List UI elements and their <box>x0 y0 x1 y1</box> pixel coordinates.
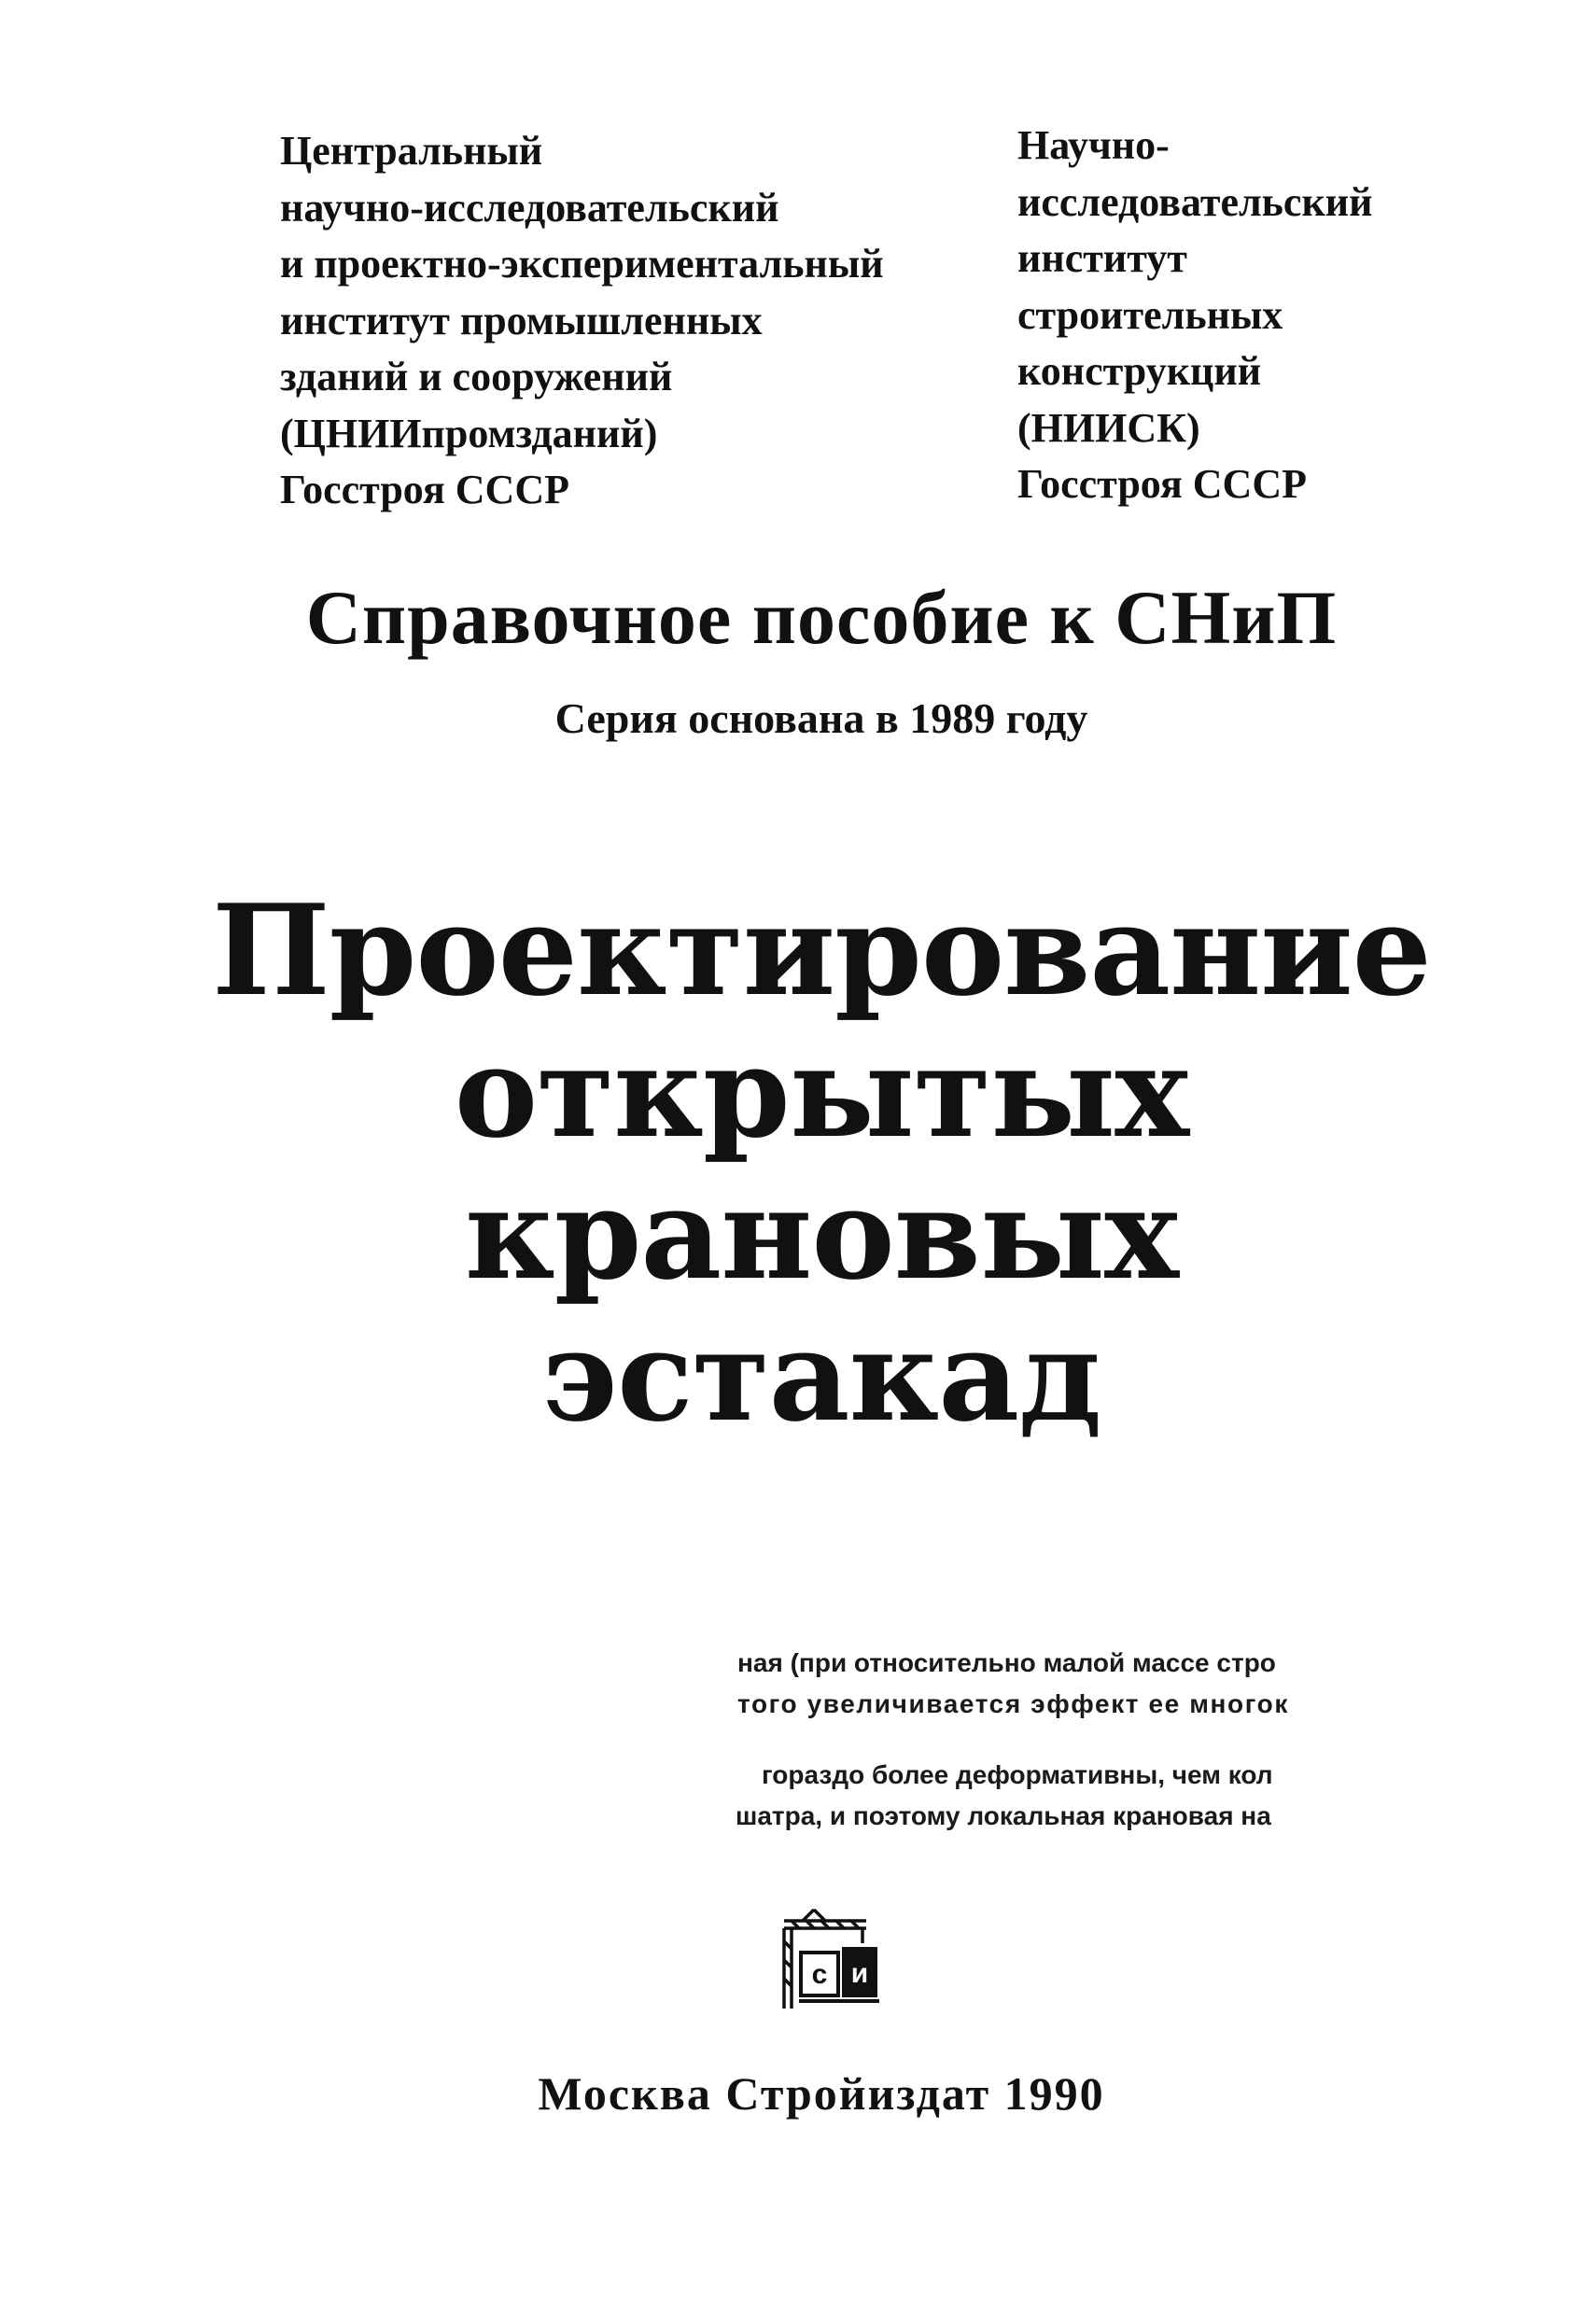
institute-left-line: зданий и сооружений <box>280 354 673 399</box>
logo-letter-i: и <box>850 1958 869 1989</box>
institute-right-line: Госстроя СССР <box>1017 461 1307 507</box>
institute-right-line: институт <box>1017 235 1187 281</box>
institute-right-line: исследовательский <box>1017 178 1373 225</box>
institute-right-line: строительных <box>1017 291 1283 338</box>
institute-left-line: научно-исследовательский <box>280 184 779 231</box>
institute-right-line: конструкций <box>1017 348 1262 394</box>
institute-left-block <box>280 123 884 519</box>
series-note: Серия основана в 1989 году <box>554 694 1088 742</box>
book-title-line: открытых <box>454 1018 1189 1166</box>
institute-right-block <box>1017 118 1373 513</box>
institute-right-line: (НИИСК) <box>1017 404 1200 451</box>
institute-left-line: и проектно-экспериментальный <box>280 241 884 287</box>
text-fragment: шатра, и поэтому локальная крановая на <box>736 1801 1271 1830</box>
logo-letter-s: с <box>811 1959 828 1990</box>
institute-left-line: Центральный <box>280 128 543 174</box>
text-fragment: ная (при относительно малой массе стро <box>737 1648 1276 1677</box>
text-fragment: гораздо более деформативны, чем кол <box>762 1760 1273 1789</box>
institute-left-line: (ЦНИИпромзданий) <box>280 410 658 456</box>
crane-publisher-logo-icon <box>775 1904 887 2016</box>
series-title: Справочное пособие к СНиП <box>305 575 1338 660</box>
book-title-line: эстакад <box>541 1302 1101 1449</box>
text-fragment: того увеличивается эффект ее многок <box>737 1689 1289 1718</box>
publisher-imprint: Москва Стройиздат 1990 <box>538 2067 1105 2120</box>
institute-left-line: Госстроя СССР <box>280 467 569 512</box>
book-title-line: Проектирование <box>212 876 1431 1024</box>
book-title-line: крановых <box>464 1160 1179 1308</box>
book-title <box>0 876 1570 1449</box>
institute-right-line: Научно- <box>1017 122 1170 168</box>
institute-left-line: институт промышленных <box>280 297 763 343</box>
